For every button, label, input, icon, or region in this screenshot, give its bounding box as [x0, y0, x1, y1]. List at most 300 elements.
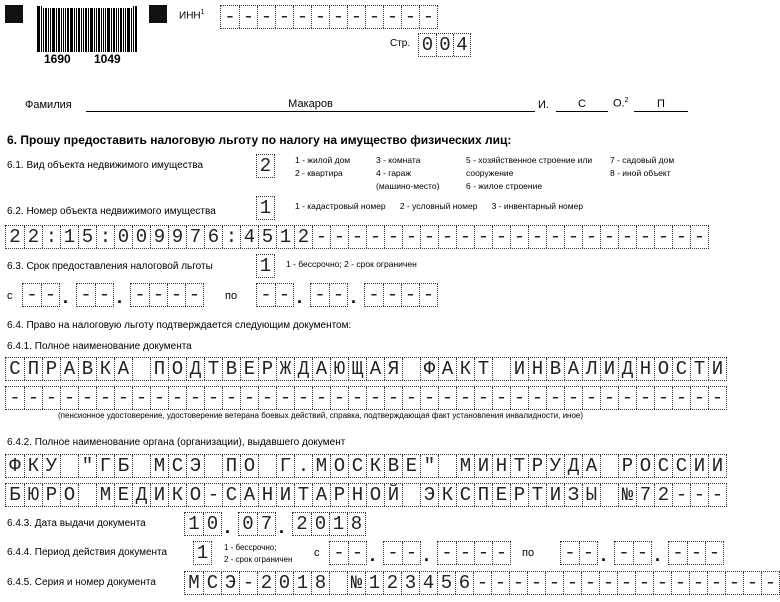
char-cell: - [78, 387, 96, 409]
char-cell: - [114, 387, 132, 409]
doc-name-line2[interactable] [5, 386, 727, 410]
inn-field[interactable] [220, 5, 438, 29]
char-cell: 0 [132, 226, 150, 248]
char-cell: М [312, 455, 330, 477]
char-cell: 2 [259, 155, 272, 177]
barcode [37, 6, 138, 52]
char-cell: О [330, 455, 348, 477]
char-cell: - [401, 284, 419, 306]
doc-series-number[interactable] [184, 571, 780, 595]
barcode-bar [74, 8, 75, 52]
char-cell: - [150, 387, 168, 409]
char-cell: 8 [347, 513, 365, 535]
barcode-bar [41, 6, 42, 52]
s642-label: 6.4.2. Полное наименование органа (организации), выдавшего документ [7, 437, 346, 448]
char-cell: - [312, 387, 330, 409]
char-cell: А [114, 358, 132, 380]
char-cell: 7 [257, 513, 275, 535]
char-cell: " [420, 455, 438, 477]
char-cell: - [672, 484, 690, 506]
char-cell: 5 [258, 226, 276, 248]
char-cell: - [383, 284, 401, 306]
char-cell: : [96, 226, 114, 248]
char-cell: - [441, 542, 453, 564]
char-cell: - [564, 542, 576, 564]
to-day[interactable] [256, 283, 294, 307]
barcode-bar [76, 8, 77, 52]
char-cell: Т [510, 455, 528, 477]
char-cell: - [402, 226, 420, 248]
char-cell: - [329, 284, 347, 306]
char-cell: Э [420, 484, 438, 506]
barcode-bar [96, 8, 97, 52]
char-cell: О [186, 484, 204, 506]
char-cell: А [60, 358, 78, 380]
s61-field[interactable] [256, 154, 275, 178]
char-cell: В [78, 358, 96, 380]
char-cell: 1 [293, 572, 311, 594]
char-cell: С [654, 455, 672, 477]
barcode-bar [135, 6, 137, 52]
char-cell: 0 [275, 572, 293, 594]
char-cell: 0 [242, 513, 254, 535]
from-month[interactable] [76, 283, 114, 307]
char-cell: - [293, 6, 311, 28]
char-cell [492, 358, 510, 380]
char-cell: К [96, 358, 114, 380]
char-cell: Н [636, 358, 654, 380]
period-from-year[interactable] [437, 541, 511, 565]
char-cell: - [348, 226, 366, 248]
char-cell: - [402, 542, 420, 564]
char-cell: : [222, 226, 240, 248]
issue-day[interactable] [184, 512, 222, 536]
char-cell: Ж [276, 358, 294, 380]
char-cell: - [311, 6, 329, 28]
char-cell: Д [186, 358, 204, 380]
s61-opt5a: 5 - хозяйственное строение или [466, 155, 593, 165]
issue-month[interactable] [238, 512, 276, 536]
char-cell: - [581, 572, 599, 594]
char-cell: 4 [419, 572, 437, 594]
char-cell: Р [510, 484, 528, 506]
char-cell: - [258, 387, 276, 409]
char-cell: - [672, 542, 684, 564]
doc-name-hint: (пенсионное удостоверение, удостоверение ветерана боевых действий, справка, подтверждающая факт установления инвалидности, иное) [58, 411, 584, 420]
barcode-bar [65, 8, 66, 52]
s61-opt4b: (машино-место) [376, 181, 440, 191]
char-cell: Й [384, 484, 402, 506]
char-cell: Т [690, 358, 708, 380]
char-cell: - [420, 226, 438, 248]
char-cell: У [42, 455, 60, 477]
char-cell: И [690, 455, 708, 477]
char-cell: Н [258, 484, 276, 506]
char-cell: А [366, 358, 384, 380]
s62-label: 6.2. Номер объекта недвижимого имущества [7, 206, 216, 217]
char-cell: - [402, 387, 420, 409]
char-cell: - [474, 226, 492, 248]
s61-opt2: 2 - квартира [295, 168, 343, 178]
char-cell: М [456, 455, 474, 477]
char-cell: - [654, 387, 672, 409]
char-cell: 6 [204, 226, 222, 248]
char-cell: О [168, 358, 186, 380]
char-cell: Т [528, 484, 546, 506]
char-cell: К [456, 358, 474, 380]
page-field[interactable] [418, 33, 471, 57]
char-cell: - [383, 6, 401, 28]
barcode-bar [125, 8, 126, 52]
char-cell: З [564, 484, 582, 506]
period-to-month[interactable] [614, 541, 652, 565]
s63-options: 1 - бессрочно; 2 - срок ограничен [286, 259, 417, 269]
char-cell: 1 [188, 513, 200, 535]
char-cell: 2 [296, 513, 308, 535]
barcode-bar [133, 6, 134, 52]
char-cell: Т [474, 358, 492, 380]
char-cell: Л [582, 358, 600, 380]
barcode-bar [48, 8, 49, 52]
period-to-year[interactable] [668, 541, 724, 565]
char-cell: - [690, 226, 708, 248]
from-label: с [7, 290, 13, 302]
char-cell: - [474, 542, 492, 564]
barcode-bar [37, 6, 40, 52]
char-cell: - [546, 387, 564, 409]
char-cell: - [689, 572, 707, 594]
char-cell: - [239, 572, 257, 594]
char-cell: - [654, 226, 672, 248]
barcode-bar [131, 8, 132, 52]
char-cell: - [222, 387, 240, 409]
barcode-bar [120, 8, 122, 52]
char-cell: - [384, 226, 402, 248]
char-cell [60, 455, 78, 477]
issuer-line2[interactable] [5, 483, 727, 507]
char-cell: - [330, 226, 348, 248]
char-cell: В [546, 358, 564, 380]
barcode-number-right: 1049 [94, 52, 121, 66]
char-cell: - [276, 387, 294, 409]
page-label: Стр. [390, 38, 411, 49]
barcode-bar [105, 8, 106, 52]
s64-label: 6.4. Право на налоговую льготу подтверждается следующим документом: [7, 320, 352, 331]
char-cell: - [41, 284, 59, 306]
section-6-title: 6. Прошу предоставить налоговую льготу по налогу на имущество физических лиц: [7, 133, 512, 147]
to-label: по [225, 290, 238, 302]
char-cell: Д [564, 455, 582, 477]
char-cell: А [312, 484, 330, 506]
char-cell: 6 [455, 572, 473, 594]
char-cell: Н [528, 358, 546, 380]
char-cell: - [545, 572, 563, 594]
char-cell: 0 [203, 513, 221, 535]
to-sep1: . [297, 287, 303, 307]
barcode-number-left: 1690 [44, 52, 71, 66]
char-cell: С [203, 572, 221, 594]
char-cell: Г [96, 455, 114, 477]
char-cell: 1 [276, 226, 294, 248]
char-cell: - [24, 387, 42, 409]
char-cell: Н [348, 484, 366, 506]
object-number-field[interactable] [5, 225, 709, 249]
char-cell: К [24, 455, 42, 477]
char-cell: Д [618, 358, 636, 380]
barcode-bar [43, 8, 44, 52]
char-cell: С [348, 455, 366, 477]
char-cell: 9 [168, 226, 186, 248]
char-cell: - [456, 542, 474, 564]
char-cell: - [132, 387, 150, 409]
char-cell: М [188, 572, 200, 594]
pf-sep2: . [424, 545, 430, 565]
barcode-bar [78, 8, 80, 52]
char-cell: 1 [329, 513, 347, 535]
issuer-line1[interactable] [5, 454, 727, 478]
char-cell: А [438, 358, 456, 380]
char-cell: С [672, 358, 690, 380]
char-cell: - [528, 226, 546, 248]
char-cell: И [276, 484, 294, 506]
char-cell: - [134, 284, 146, 306]
char-cell: 1 [365, 572, 383, 594]
char-cell: - [761, 572, 779, 594]
char-cell: - [42, 387, 60, 409]
char-cell: 3 [401, 572, 419, 594]
pt-sep2: . [655, 545, 661, 565]
s61-opt7: 7 - садовый дом [610, 155, 675, 165]
barcode-bar [111, 8, 112, 52]
s61-opt5b: сооружение [466, 168, 514, 178]
char-cell: - [60, 387, 78, 409]
char-cell: - [419, 284, 437, 306]
char-cell: 1 [196, 542, 209, 564]
char-cell: - [333, 542, 345, 564]
char-cell: - [690, 387, 708, 409]
char-cell: - [348, 387, 366, 409]
char-cell: - [384, 387, 402, 409]
char-cell [258, 455, 276, 477]
s645-label: 6.4.5. Серия и номер документа [7, 577, 156, 588]
s63-field[interactable] [256, 254, 275, 278]
to-sep2: . [351, 287, 357, 307]
char-cell: - [582, 387, 600, 409]
char-cell: Щ [348, 358, 366, 380]
char-cell: У [546, 455, 564, 477]
s644-label: 6.4.4. Период действия документа [7, 547, 168, 558]
issue-year[interactable] [292, 512, 366, 536]
char-cell: А [240, 484, 258, 506]
o-label: О.$^2$ [613, 97, 629, 110]
char-cell [438, 455, 456, 477]
char-cell: 4 [240, 226, 258, 248]
char-cell: 1 [60, 226, 78, 248]
char-cell: - [348, 542, 366, 564]
char-cell: - [474, 387, 492, 409]
char-cell: С [456, 484, 474, 506]
char-cell: . [294, 455, 312, 477]
period-from-month[interactable] [383, 541, 421, 565]
period-to-day[interactable] [560, 541, 598, 565]
char-cell: - [167, 284, 185, 306]
char-cell: - [636, 226, 654, 248]
pt-sep1: . [601, 545, 607, 565]
char-cell: П [150, 358, 168, 380]
char-cell: 7 [636, 484, 654, 506]
char-cell: - [492, 387, 510, 409]
char-cell: - [347, 6, 365, 28]
char-cell: - [473, 572, 491, 594]
surname-label: Фамилия [25, 99, 72, 111]
char-cell: Ф [9, 455, 21, 477]
barcode-bar [56, 8, 57, 52]
char-cell: С [222, 484, 240, 506]
char-cell: - [618, 542, 630, 564]
char-cell: 2 [257, 572, 275, 594]
char-cell: - [96, 387, 114, 409]
char-cell: - [240, 387, 258, 409]
period-from-label: с [314, 547, 320, 559]
char-cell: И [546, 484, 564, 506]
char-cell: 7 [186, 226, 204, 248]
s61-label: 6.1. Вид объекта недвижимого имущества [7, 160, 204, 171]
char-cell: 1 [259, 255, 272, 277]
char-cell: - [26, 284, 38, 306]
barcode-bar [45, 8, 47, 52]
surname-field[interactable]: Макаров [86, 97, 535, 112]
char-cell: Е [114, 484, 132, 506]
char-cell: 1 [259, 197, 272, 219]
char-cell: В [222, 358, 240, 380]
period-to-label: по [522, 547, 535, 559]
char-cell: - [510, 226, 528, 248]
char-cell: Р [258, 358, 276, 380]
char-cell [402, 358, 420, 380]
char-cell: - [149, 284, 167, 306]
i-field[interactable]: С [556, 97, 608, 112]
char-cell [600, 484, 618, 506]
char-cell: О [240, 455, 258, 477]
barcode-bar [94, 8, 95, 52]
char-cell [600, 455, 618, 477]
char-cell: - [618, 387, 636, 409]
char-cell: - [492, 226, 510, 248]
corner-marker-left [5, 5, 23, 23]
issue-sep2: . [279, 517, 285, 537]
char-cell: " [78, 455, 96, 477]
char-cell: Р [42, 484, 60, 506]
from-sep1: . [63, 287, 69, 307]
char-cell: С [168, 455, 186, 477]
issue-sep1: . [225, 517, 231, 537]
char-cell: П [24, 358, 42, 380]
barcode-bar [52, 8, 55, 52]
char-cell: - [672, 387, 690, 409]
char-cell: Я [384, 358, 402, 380]
char-cell: 0 [436, 34, 453, 56]
char-cell [402, 484, 420, 506]
char-cell: - [600, 387, 618, 409]
char-cell: - [438, 226, 456, 248]
from-year[interactable] [130, 283, 204, 307]
char-cell: В [384, 455, 402, 477]
char-cell: - [366, 387, 384, 409]
char-cell: А [564, 358, 582, 380]
char-cell: Д [294, 358, 312, 380]
char-cell: - [564, 226, 582, 248]
char-cell: - [366, 226, 384, 248]
s644-field[interactable] [193, 541, 212, 565]
char-cell: - [707, 572, 725, 594]
char-cell: - [329, 6, 347, 28]
s644-opt2: 2 - срок ограничен [224, 555, 293, 564]
to-month[interactable] [310, 283, 348, 307]
pf-sep1: . [370, 545, 376, 565]
period-from-day[interactable] [329, 541, 367, 565]
char-cell: - [224, 6, 236, 28]
doc-name-line1[interactable] [5, 357, 727, 381]
char-cell: - [600, 226, 618, 248]
char-cell: - [705, 542, 723, 564]
char-cell: - [365, 6, 383, 28]
char-cell: - [690, 484, 708, 506]
char-cell: Ю [24, 484, 42, 506]
char-cell: Б [9, 484, 21, 506]
char-cell: - [582, 226, 600, 248]
char-cell: Р [330, 484, 348, 506]
barcode-bar [101, 8, 102, 52]
char-cell: - [419, 6, 437, 28]
char-cell: - [312, 226, 330, 248]
char-cell: Т [294, 484, 312, 506]
char-cell: - [528, 387, 546, 409]
char-cell: № [347, 572, 365, 594]
char-cell: Ф [420, 358, 438, 380]
o-field[interactable]: П [634, 97, 688, 112]
char-cell [329, 572, 347, 594]
char-cell: - [546, 226, 564, 248]
char-cell: - [9, 387, 21, 409]
barcode-bar [81, 8, 82, 52]
char-cell: 2 [294, 226, 312, 248]
to-year[interactable] [364, 283, 438, 307]
char-cell: Г [276, 455, 294, 477]
char-cell: 4 [453, 34, 470, 56]
char-cell: - [204, 387, 222, 409]
char-cell: - [563, 572, 581, 594]
char-cell: 8 [311, 572, 329, 594]
char-cell: - [599, 572, 617, 594]
char-cell: - [510, 387, 528, 409]
char-cell: Т [204, 358, 222, 380]
s62-field[interactable] [256, 196, 275, 220]
from-day[interactable] [22, 283, 60, 307]
char-cell: - [527, 572, 545, 594]
char-cell: 0 [114, 226, 132, 248]
char-cell: - [368, 284, 380, 306]
barcode-bar [103, 8, 104, 52]
char-cell: - [257, 6, 275, 28]
barcode-bar [123, 8, 124, 52]
s62-options: 1 - кадастровый номер 2 - условный номер 3 - инвентарный номер [295, 201, 584, 211]
char-cell: - [95, 284, 113, 306]
char-cell: - [743, 572, 761, 594]
char-cell: А [312, 358, 330, 380]
char-cell: - [330, 387, 348, 409]
char-cell: 2 [24, 226, 42, 248]
from-sep2: . [117, 287, 123, 307]
